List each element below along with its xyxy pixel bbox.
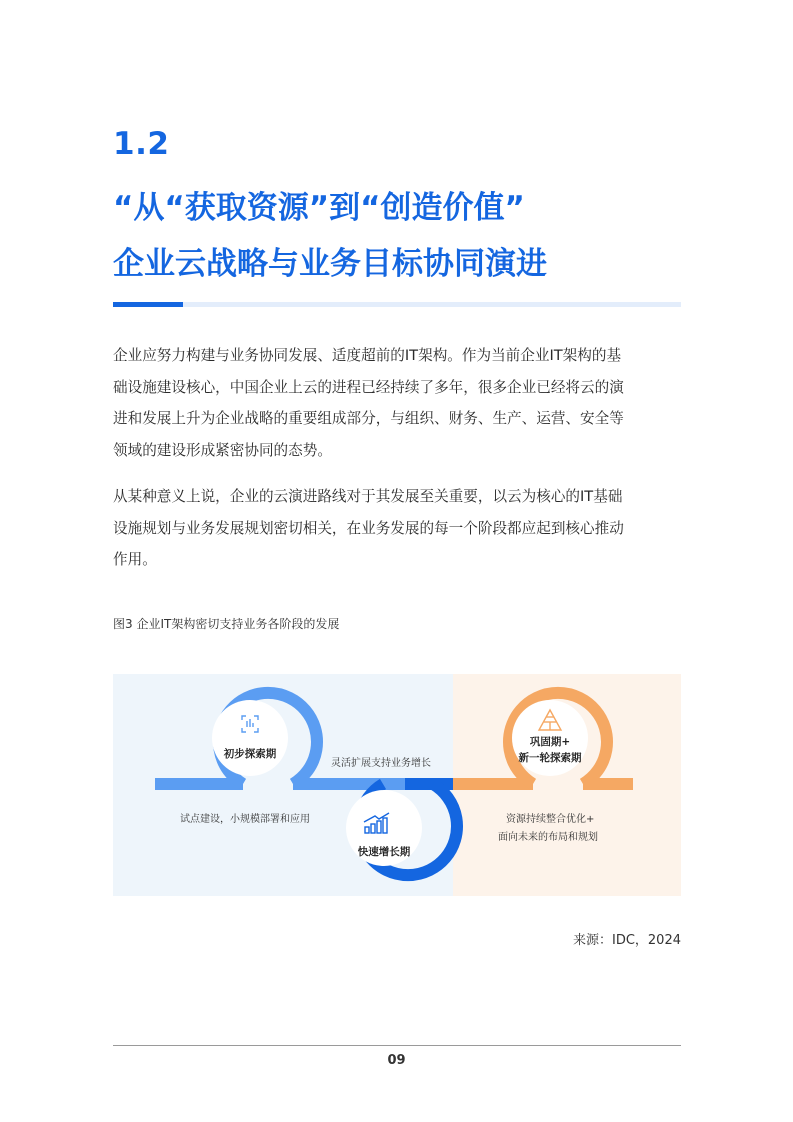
annotation-pilot: 试点建设，小规模部署和应用 — [180, 814, 310, 825]
stage-2-label: 快速增长期 — [357, 846, 411, 858]
diagram-graphics — [113, 674, 681, 896]
page-number: 09 — [387, 1053, 406, 1068]
section-title-line-1: “从“获取资源”到“创造价值” — [113, 190, 525, 226]
title-divider-track — [113, 302, 681, 307]
figure-caption: 图3 企业IT架构密切支持业务各阶段的发展 — [113, 617, 340, 631]
body-paragraph-1: 企业应努力构建与业务协同发展、适度超前的IT架构。作为当前企业IT架构的基 础设施建设核心，中国企业上云的进程已经持续了多年，很多企业已经将云的演 进和发展上升为企业战略的重要组成部分，与组织、财务、生产、运营、安全等 领域的建设形成紧密协同的态势。 — [113, 347, 624, 460]
stage-2-loop — [346, 784, 457, 875]
annotation-integrate-line-1: 资源持续整合优化+ — [506, 814, 595, 825]
annotation-integrate-line-2: 面向未来的布局和规划 — [498, 832, 598, 843]
section-number: 1.2 — [113, 126, 170, 162]
body-paragraph-2: 从某种意义上说，企业的云演进路线对于其发展至关重要，以云为核心的IT基础 设施规划与业务发展规划密切相关，在业务发展的每一个阶段都应起到核心推动 作用。 — [113, 488, 624, 569]
stage-3-label: 巩固期+ 新一轮探索期 — [518, 736, 582, 764]
section-title-line-2: 企业云战略与业务目标协同演进 — [113, 246, 547, 282]
title-divider-accent — [113, 302, 183, 307]
stage-1-loop — [155, 693, 405, 784]
stage-1-label: 初步探索期 — [223, 748, 277, 760]
figure-source: 来源：IDC，2024 — [572, 933, 681, 948]
annotation-expand: 灵活扩展支持业务增长 — [331, 758, 431, 769]
stage-diagram — [113, 674, 681, 896]
footer-divider — [113, 1045, 681, 1046]
